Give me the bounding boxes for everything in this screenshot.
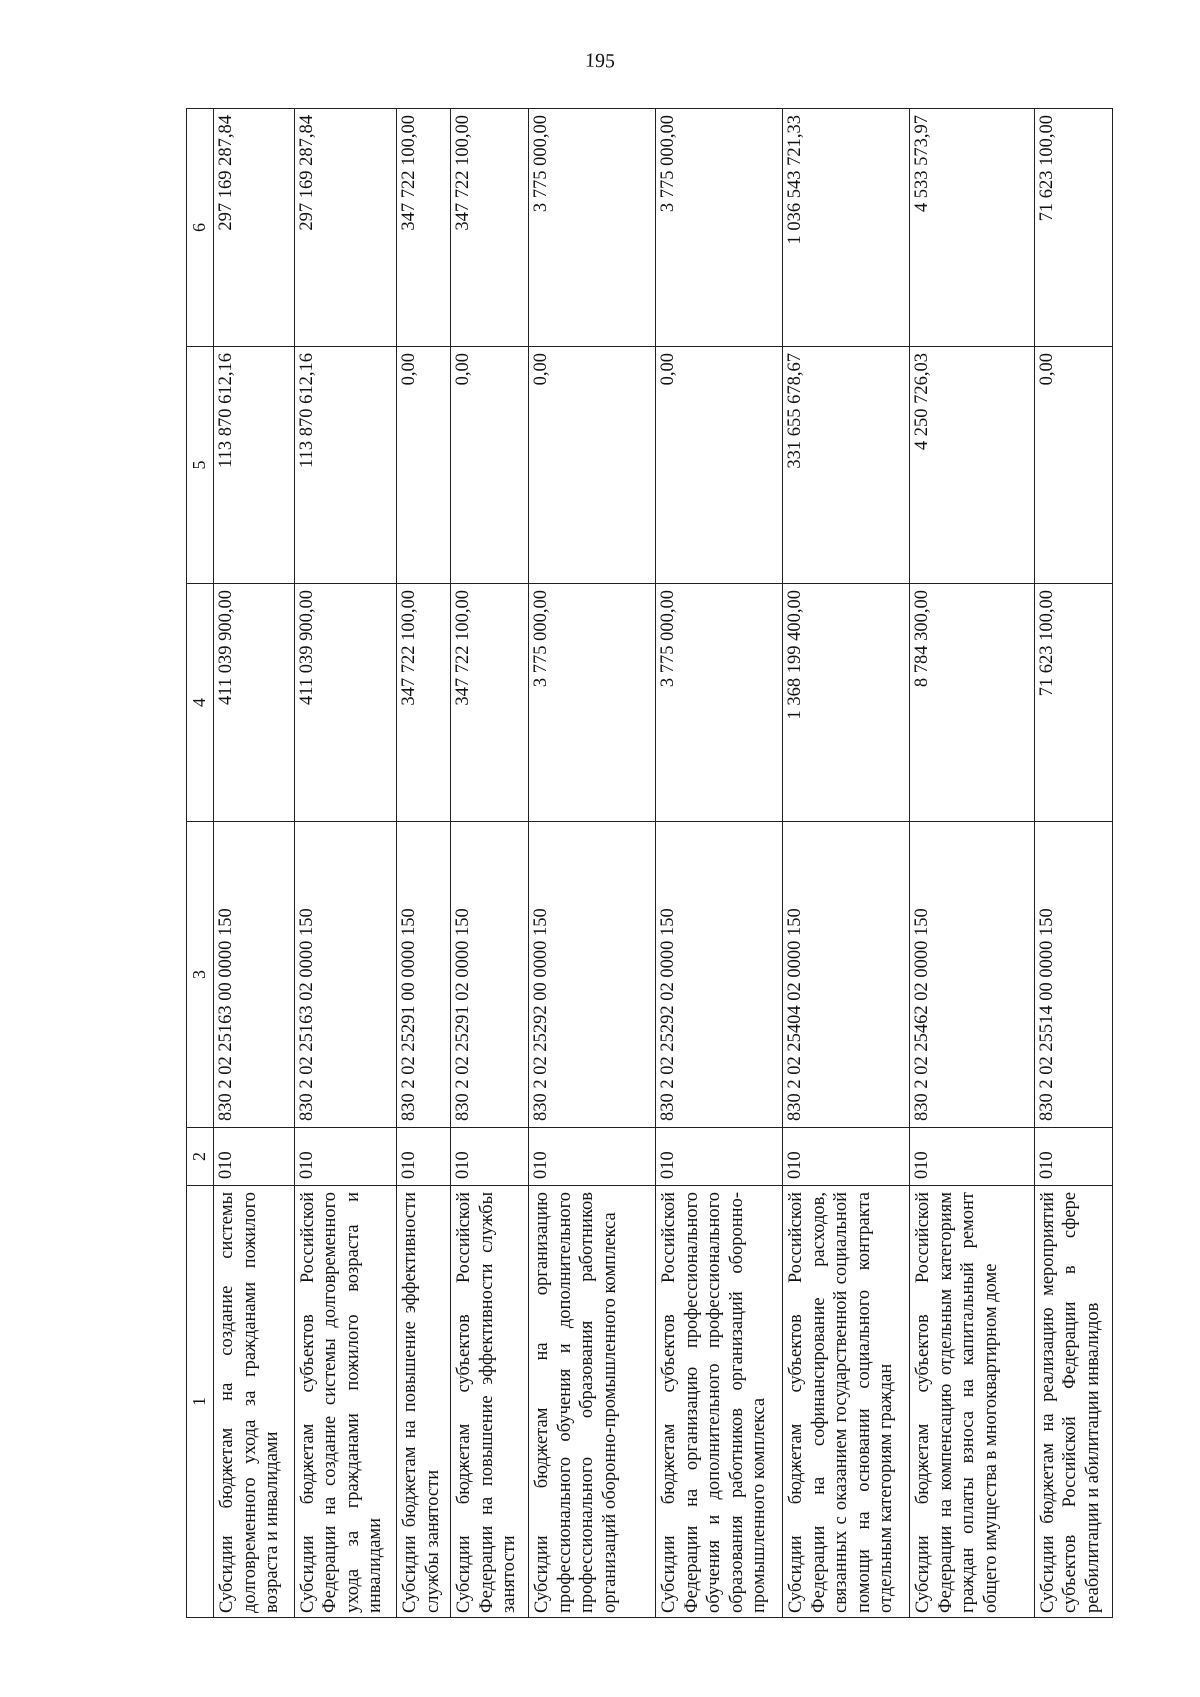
row-code: 010 <box>1034 1127 1112 1185</box>
row-value-col6: 3 775 000,00 <box>528 108 655 346</box>
row-code: 010 <box>528 1127 655 1185</box>
row-value-col4: 3 775 000,00 <box>655 583 782 821</box>
row-code: 010 <box>450 1127 528 1185</box>
row-name: Субсидии бюджетам на организацию профессионального обучения и дополнительного профессионального образования работников организаций оборонно-промышленного комплекса <box>528 1185 655 1617</box>
table-row <box>450 108 528 1617</box>
row-name: Субсидии бюджетам субъектов Российской Федерации на создание системы долговременного ухода за гражданами пожилого возраста и инвалидами <box>294 1185 396 1617</box>
column-header: 3 <box>186 821 213 1127</box>
row-kbk: 830 2 02 25292 02 0000 150 <box>655 821 782 1127</box>
row-value-col6: 297 169 287,84 <box>213 108 294 346</box>
row-value-col6: 3 775 000,00 <box>655 108 782 346</box>
row-kbk: 830 2 02 25514 00 0000 150 <box>1034 821 1112 1127</box>
row-value-col5: 0,00 <box>528 346 655 583</box>
row-name: Субсидии бюджетам субъектов Российской Федерации на повышение эффективности службы занятости <box>450 1185 528 1617</box>
row-kbk: 830 2 02 25163 00 0000 150 <box>213 821 294 1127</box>
row-kbk: 830 2 02 25292 00 0000 150 <box>528 821 655 1127</box>
row-code: 010 <box>909 1127 1034 1185</box>
row-name: Субсидии бюджетам на повышение эффективности службы занятости <box>396 1185 450 1617</box>
row-value-col6: 4 533 573,97 <box>909 108 1034 346</box>
table-row <box>655 108 782 1617</box>
row-kbk: 830 2 02 25163 02 0000 150 <box>294 821 396 1127</box>
row-code: 010 <box>396 1127 450 1185</box>
row-kbk: 830 2 02 25462 02 0000 150 <box>909 821 1034 1127</box>
page-number: 195 <box>584 49 616 73</box>
row-name: Субсидии бюджетам на создание системы долговременного ухода за гражданами пожилого возраста и инвалидами <box>213 1185 294 1617</box>
column-header: 5 <box>186 346 213 583</box>
row-value-col4: 71 623 100,00 <box>1034 583 1112 821</box>
column-header: 2 <box>186 1127 213 1185</box>
row-value-col6: 71 623 100,00 <box>1034 108 1112 346</box>
row-value-col6: 297 169 287,84 <box>294 108 396 346</box>
row-name: Субсидии бюджетам на реализацию мероприятий субъектов Российской Федерации в сфере реабилитации и абилитации инвалидов <box>1034 1185 1112 1617</box>
table-row <box>213 108 294 1617</box>
row-value-col4: 8 784 300,00 <box>909 583 1034 821</box>
table-row <box>909 108 1034 1617</box>
column-header: 4 <box>186 583 213 821</box>
table-row <box>1034 108 1112 1617</box>
row-name: Субсидии бюджетам субъектов Российской Федерации на компенсацию отдельным категориям граждан оплаты взноса на капитальный ремонт общего имущества в многоквартирном доме <box>909 1185 1034 1617</box>
table-row <box>782 108 909 1617</box>
row-value-col4: 411 039 900,00 <box>213 583 294 821</box>
row-kbk: 830 2 02 25291 00 0000 150 <box>396 821 450 1127</box>
row-value-col4: 347 722 100,00 <box>450 583 528 821</box>
row-value-col6: 347 722 100,00 <box>396 108 450 346</box>
row-kbk: 830 2 02 25291 02 0000 150 <box>450 821 528 1127</box>
column-header: 6 <box>186 108 213 346</box>
row-code: 010 <box>294 1127 396 1185</box>
row-value-col5: 0,00 <box>1034 346 1112 583</box>
row-value-col6: 1 036 543 721,33 <box>782 108 909 346</box>
row-name: Субсидии бюджетам субъектов Российской Федерации на софинансирование расходов, связанных с оказанием государственной социальной помощи на основании социального контракта отдельным категориям граждан <box>782 1185 909 1617</box>
table-header-row <box>186 108 213 1617</box>
row-value-col5: 0,00 <box>396 346 450 583</box>
budget-table <box>186 108 1113 1618</box>
row-value-col6: 347 722 100,00 <box>450 108 528 346</box>
row-code: 010 <box>782 1127 909 1185</box>
row-code: 010 <box>655 1127 782 1185</box>
table-row <box>396 108 450 1617</box>
row-value-col4: 411 039 900,00 <box>294 583 396 821</box>
row-kbk: 830 2 02 25404 02 0000 150 <box>782 821 909 1127</box>
rotated-table-frame <box>186 109 1113 1618</box>
row-name: Субсидии бюджетам субъектов Российской Федерации на организацию профессионального обучения и дополнительного профессионального образования работников организаций оборонно-промышленного комплекса <box>655 1185 782 1617</box>
row-value-col4: 3 775 000,00 <box>528 583 655 821</box>
row-value-col5: 0,00 <box>655 346 782 583</box>
row-value-col5: 113 870 612,16 <box>294 346 396 583</box>
row-value-col4: 347 722 100,00 <box>396 583 450 821</box>
row-value-col5: 331 655 678,67 <box>782 346 909 583</box>
row-value-col5: 113 870 612,16 <box>213 346 294 583</box>
table-row <box>294 108 396 1617</box>
row-code: 010 <box>213 1127 294 1185</box>
row-value-col4: 1 368 199 400,00 <box>782 583 909 821</box>
table-row <box>528 108 655 1617</box>
column-header: 1 <box>186 1185 213 1617</box>
row-value-col5: 0,00 <box>450 346 528 583</box>
row-value-col5: 4 250 726,03 <box>909 346 1034 583</box>
